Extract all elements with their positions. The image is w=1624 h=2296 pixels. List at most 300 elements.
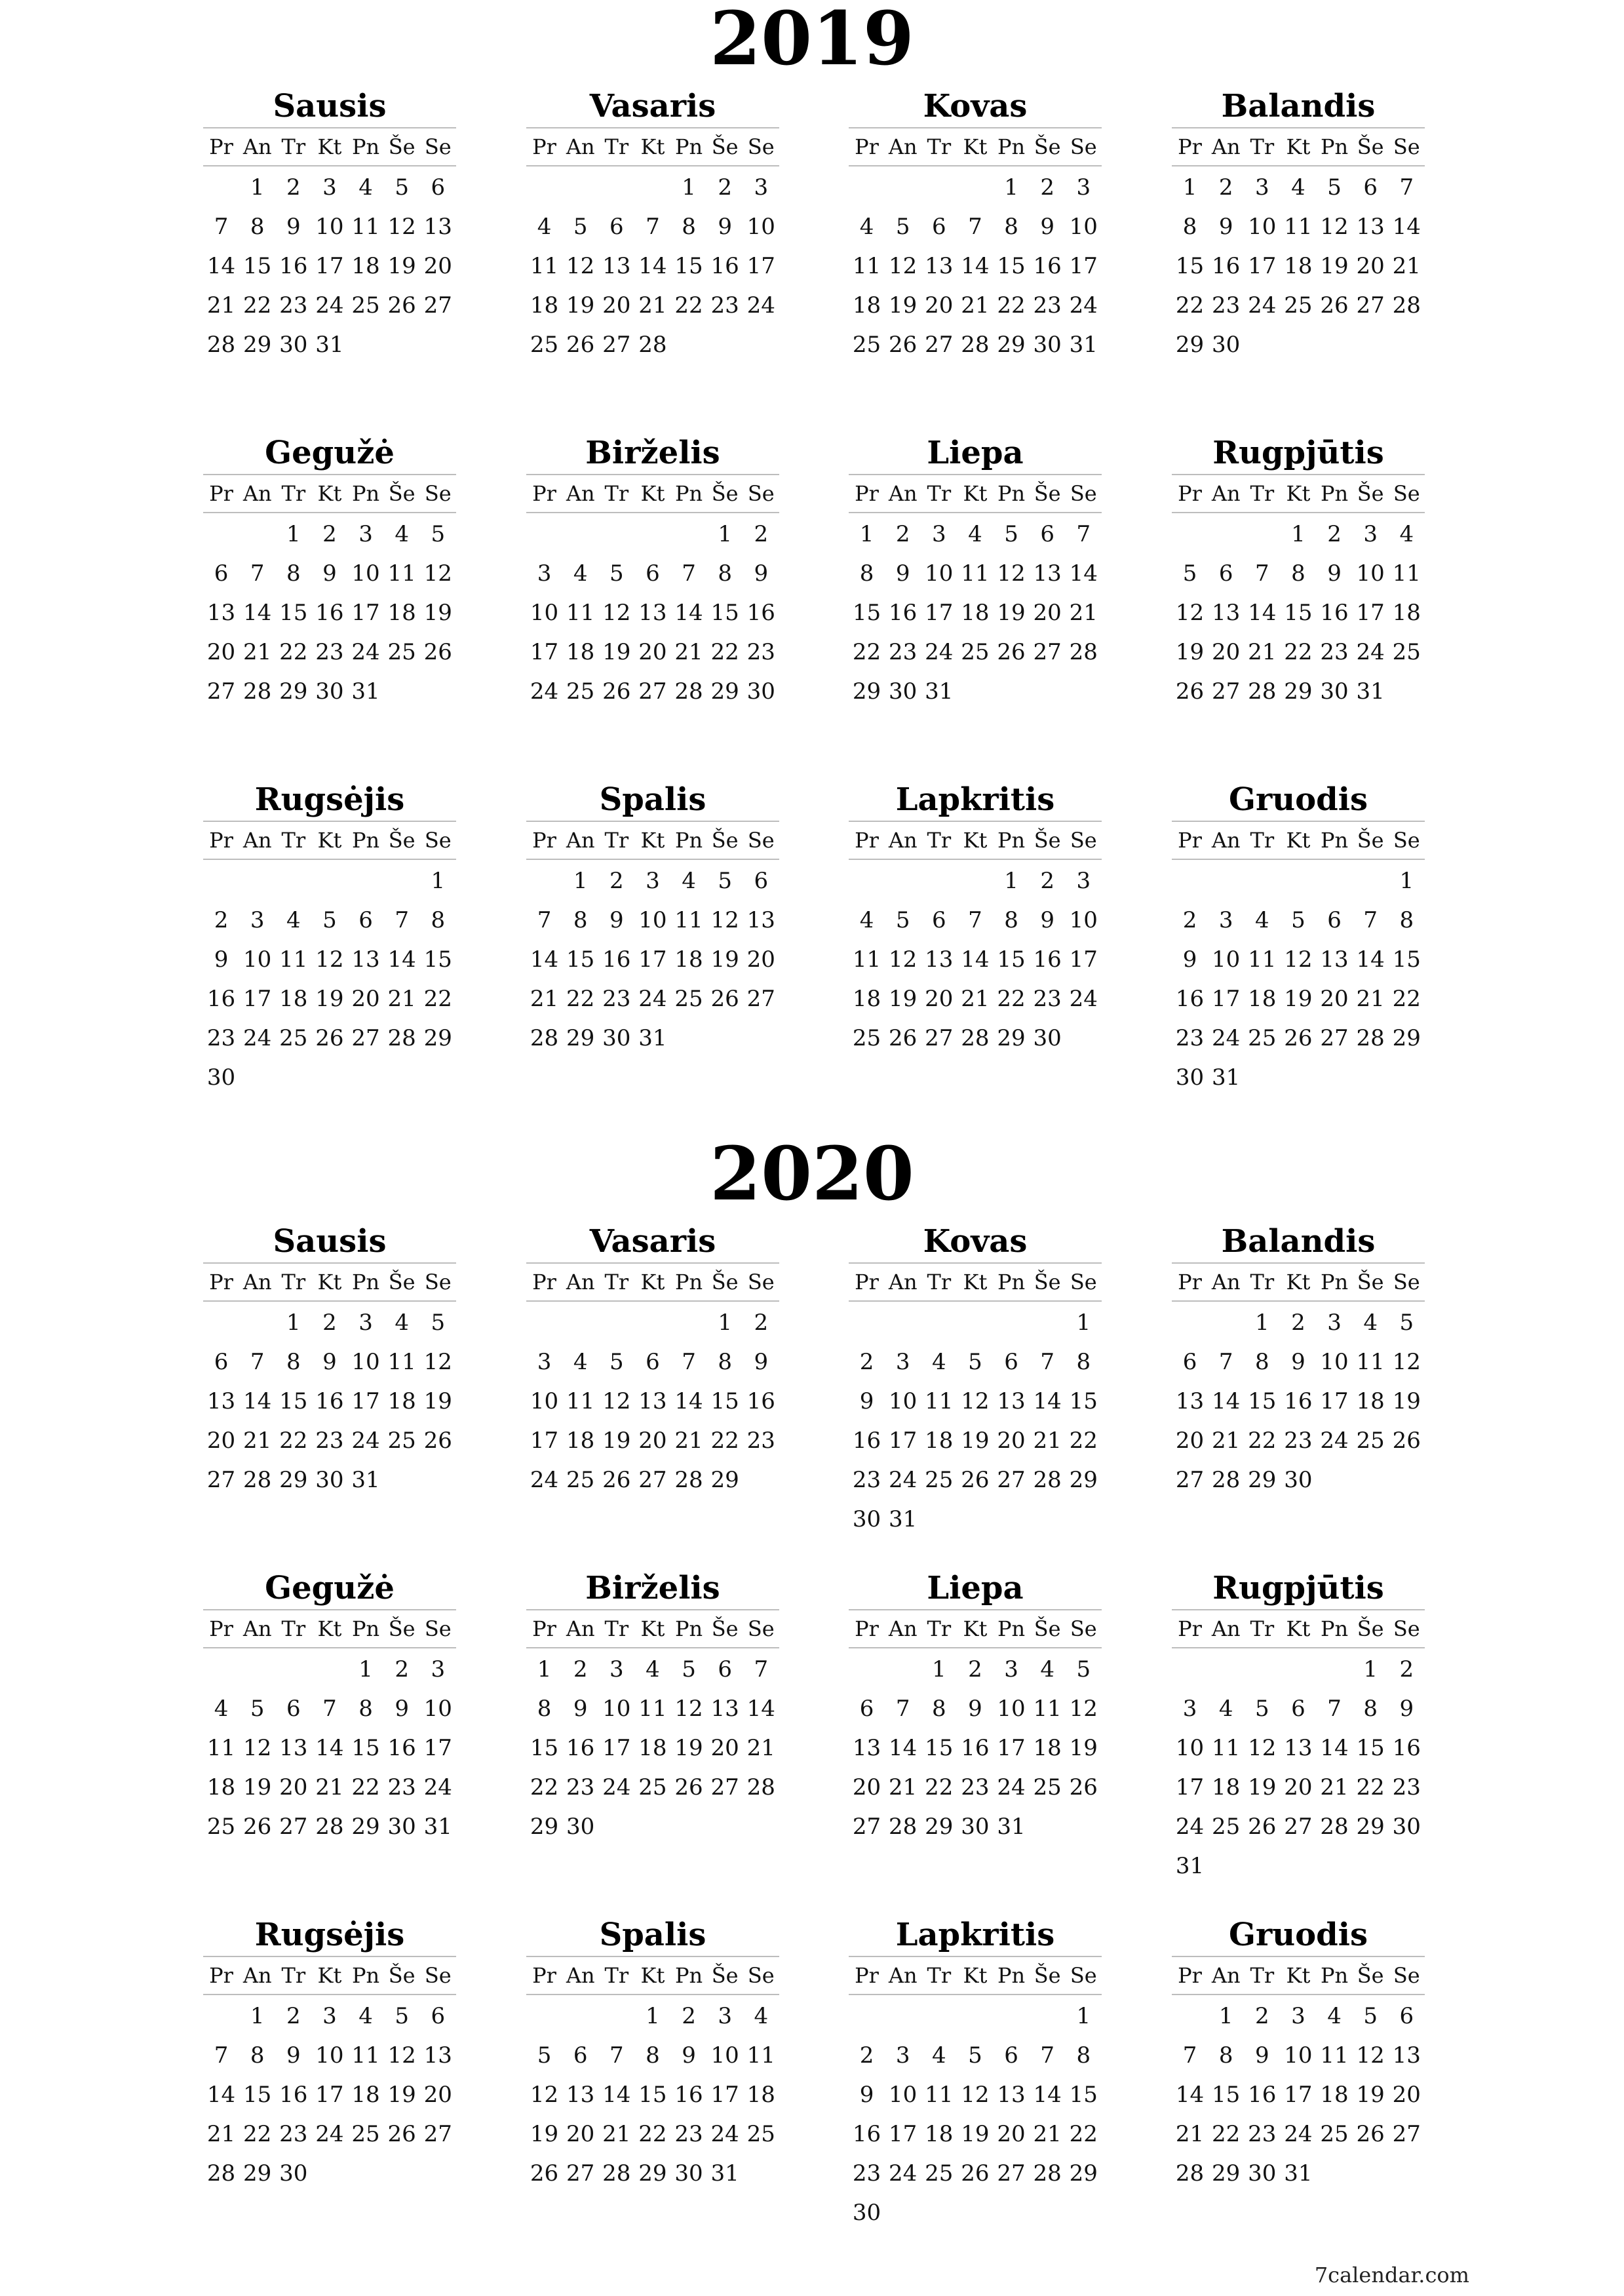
weekday-label: Se (747, 1963, 775, 1988)
day-cell: 29 (530, 1814, 559, 1840)
day-cell: 23 (315, 1428, 344, 1454)
day-cell: 8 (1182, 214, 1197, 240)
empty-cell (203, 168, 239, 207)
day-cell: 6 (214, 1349, 229, 1375)
day-cell: 1 (573, 868, 588, 894)
day-cell: 2 (718, 174, 732, 201)
empty-cell (311, 1650, 347, 1689)
day-cell: 23 (279, 292, 308, 319)
day-cell: 27 (1356, 292, 1385, 319)
day-cell: 22 (674, 292, 703, 319)
day-cell: 30 (1175, 1064, 1205, 1091)
day-cell: 14 (243, 1388, 272, 1414)
day-cell: 30 (1212, 332, 1241, 358)
day-cell: 31 (1212, 1064, 1241, 1091)
day-cell: 16 (1033, 253, 1062, 279)
day-cell: 20 (1356, 253, 1385, 279)
day-cell: 11 (852, 253, 881, 279)
day-cell: 19 (889, 292, 918, 319)
weekday-header (849, 128, 1102, 166)
day-cell: 5 (968, 1349, 982, 1375)
weekday-label: Kt (963, 1963, 988, 1988)
day-cell: 1 (1363, 1656, 1378, 1683)
day-cell: 25 (530, 332, 559, 358)
day-cell: 12 (889, 946, 918, 973)
day-cell: 19 (1248, 1774, 1277, 1800)
month-name: Rugsėjis (203, 779, 456, 822)
day-cell: 24 (315, 2121, 344, 2147)
day-cell: 12 (1248, 1735, 1277, 1761)
day-cell: 15 (351, 1735, 380, 1761)
day-cell: 2 (1399, 1656, 1414, 1683)
day-cell: 18 (1248, 986, 1277, 1012)
day-cell: 27 (1212, 678, 1241, 705)
empty-cell (671, 515, 707, 554)
day-cell: 24 (710, 2121, 739, 2147)
weekday-label: Pn (674, 828, 703, 853)
day-cell: 13 (710, 1696, 739, 1722)
day-cell: 2 (754, 1310, 769, 1336)
day-cell: 30 (852, 2200, 881, 2226)
day-cell: 7 (1182, 2042, 1197, 2069)
day-cell: 11 (961, 560, 990, 587)
day-cell: 16 (1392, 1735, 1421, 1761)
month-name: Spalis (526, 1914, 779, 1957)
day-cell: 24 (1069, 292, 1098, 319)
weekday-label: Še (711, 1616, 739, 1641)
day-cell: 23 (602, 986, 631, 1012)
empty-cell (598, 1303, 634, 1342)
day-cell: 21 (1175, 2121, 1205, 2147)
day-cell: 19 (1392, 1388, 1421, 1414)
day-cell: 26 (423, 639, 452, 665)
day-cell: 5 (395, 2003, 409, 2029)
day-cell: 4 (968, 521, 982, 547)
day-cell: 20 (1392, 2082, 1421, 2108)
day-cell: 29 (1175, 332, 1205, 358)
weekday-label: Kt (317, 134, 342, 159)
day-cell: 12 (566, 253, 595, 279)
day-cell: 1 (431, 868, 446, 894)
day-grid (849, 1650, 1102, 1846)
month-2019-2 (526, 85, 779, 393)
day-cell: 25 (1320, 2121, 1349, 2147)
day-cell: 20 (1175, 1428, 1205, 1454)
day-cell: 24 (746, 292, 775, 319)
day-cell: 7 (537, 907, 552, 933)
day-grid (849, 515, 1102, 711)
weekday-label: Se (424, 828, 452, 853)
day-cell: 30 (1248, 2160, 1277, 2187)
day-cell: 25 (1033, 1774, 1062, 1800)
day-cell: 11 (1392, 560, 1421, 587)
day-cell: 26 (315, 1025, 344, 1051)
day-cell: 6 (1004, 1349, 1018, 1375)
month-name: Balandis (1172, 85, 1425, 128)
day-grid (203, 1650, 456, 1846)
weekday-label: Tr (927, 1270, 952, 1294)
day-cell: 8 (286, 560, 301, 587)
weekday-label: Kt (1286, 828, 1311, 853)
day-cell: 27 (638, 1467, 667, 1493)
day-cell: 5 (1004, 521, 1018, 547)
day-cell: 1 (250, 174, 265, 201)
weekday-label: Kt (640, 1270, 665, 1294)
day-cell: 28 (387, 1025, 416, 1051)
day-cell: 14 (1392, 214, 1421, 240)
month-2019-4 (1172, 85, 1425, 393)
weekday-label: Pn (674, 1616, 703, 1641)
weekday-label: Kt (317, 1616, 342, 1641)
day-cell: 12 (602, 600, 631, 626)
month-name: Lapkritis (849, 779, 1102, 822)
empty-cell (885, 1303, 921, 1342)
day-cell: 21 (638, 292, 667, 319)
weekday-label: Tr (604, 828, 629, 853)
empty-cell (562, 1996, 598, 2036)
day-cell: 29 (243, 2160, 272, 2187)
empty-cell (203, 1650, 239, 1689)
day-cell: 13 (1212, 600, 1241, 626)
day-cell: 19 (423, 600, 452, 626)
day-cell: 3 (609, 1656, 624, 1683)
day-grid (203, 861, 456, 1097)
day-cell: 30 (387, 1814, 416, 1840)
day-cell: 31 (889, 1506, 918, 1532)
empty-cell (203, 861, 239, 901)
day-cell: 1 (1004, 174, 1018, 201)
day-grid (526, 168, 779, 364)
weekday-label: Še (1357, 481, 1384, 506)
day-cell: 18 (852, 986, 881, 1012)
empty-cell (1280, 861, 1316, 901)
day-cell: 13 (638, 600, 667, 626)
day-cell: 17 (889, 2121, 918, 2147)
day-cell: 28 (1248, 678, 1277, 705)
day-cell: 4 (1363, 1310, 1378, 1336)
day-cell: 9 (286, 2042, 301, 2069)
day-cell: 15 (1392, 946, 1421, 973)
day-cell: 26 (961, 1467, 990, 1493)
weekday-label: Pr (855, 1270, 879, 1294)
weekday-label: Pr (209, 1270, 233, 1294)
weekday-label: Se (424, 1963, 452, 1988)
day-cell: 1 (537, 1656, 552, 1683)
day-cell: 15 (674, 253, 703, 279)
day-cell: 14 (1033, 1388, 1062, 1414)
weekday-label: Pn (351, 481, 380, 506)
day-cell: 16 (746, 1388, 775, 1414)
day-cell: 18 (387, 600, 416, 626)
day-cell: 15 (1248, 1388, 1277, 1414)
day-cell: 27 (279, 1814, 308, 1840)
weekday-label: Pr (1178, 481, 1202, 506)
weekday-label: Pn (997, 828, 1026, 853)
day-cell: 10 (710, 2042, 739, 2069)
day-cell: 10 (1212, 946, 1241, 973)
weekday-label: Kt (317, 1963, 342, 1988)
day-cell: 31 (638, 1025, 667, 1051)
weekday-label: Pn (351, 828, 380, 853)
day-cell: 21 (206, 2121, 236, 2147)
day-cell: 7 (250, 560, 265, 587)
day-cell: 3 (1076, 174, 1091, 201)
day-cell: 3 (895, 1349, 910, 1375)
day-cell: 23 (279, 2121, 308, 2147)
month-name: Kovas (849, 1220, 1102, 1264)
day-cell: 19 (1175, 639, 1205, 665)
day-cell: 11 (925, 2082, 954, 2108)
weekday-label: Še (1034, 1616, 1061, 1641)
day-cell: 6 (754, 868, 769, 894)
day-cell: 4 (358, 174, 373, 201)
day-cell: 3 (1076, 868, 1091, 894)
day-cell: 20 (852, 1774, 881, 1800)
day-cell: 17 (997, 1735, 1026, 1761)
empty-cell (1030, 1996, 1066, 2036)
weekday-label: Kt (640, 828, 665, 853)
day-cell: 4 (214, 1696, 229, 1722)
day-cell: 18 (530, 292, 559, 319)
day-cell: 22 (1356, 1774, 1385, 1800)
day-grid (849, 1303, 1102, 1539)
day-cell: 30 (279, 2160, 308, 2187)
month-2020-10 (526, 1914, 779, 2222)
day-cell: 23 (961, 1774, 990, 1800)
day-cell: 30 (1320, 678, 1349, 705)
weekday-label: An (242, 1963, 272, 1988)
month-name: Kovas (849, 85, 1102, 128)
weekday-label: Se (1393, 481, 1420, 506)
empty-cell (849, 1303, 885, 1342)
day-cell: 10 (889, 1388, 918, 1414)
weekday-label: An (888, 134, 918, 159)
day-cell: 22 (351, 1774, 380, 1800)
empty-cell (1280, 1650, 1316, 1689)
day-cell: 25 (674, 986, 703, 1012)
day-cell: 2 (214, 907, 229, 933)
month-name: Rugsėjis (203, 1914, 456, 1957)
weekday-label: Se (1393, 1963, 1420, 1988)
day-cell: 18 (1284, 253, 1313, 279)
day-cell: 27 (602, 332, 631, 358)
day-cell: 30 (315, 678, 344, 705)
day-cell: 27 (997, 2160, 1026, 2187)
day-cell: 20 (638, 639, 667, 665)
day-cell: 27 (1320, 1025, 1349, 1051)
day-cell: 28 (1033, 2160, 1062, 2187)
day-cell: 13 (351, 946, 380, 973)
day-cell: 18 (746, 2082, 775, 2108)
month-2020-1 (203, 1220, 456, 1528)
day-cell: 24 (997, 1774, 1026, 1800)
day-cell: 13 (566, 2082, 595, 2108)
day-cell: 18 (1356, 1388, 1385, 1414)
day-cell: 10 (925, 560, 954, 587)
day-cell: 1 (1076, 2003, 1091, 2029)
day-cell: 26 (566, 332, 595, 358)
day-cell: 7 (1040, 2042, 1054, 2069)
day-cell: 17 (1175, 1774, 1205, 1800)
weekday-header (849, 475, 1102, 513)
day-cell: 3 (1327, 1310, 1342, 1336)
day-cell: 5 (718, 868, 732, 894)
weekday-label: Še (388, 1963, 416, 1988)
day-cell: 18 (206, 1774, 236, 1800)
weekday-header (526, 128, 779, 166)
empty-cell (203, 1303, 239, 1342)
month-2020-9 (203, 1914, 456, 2222)
month-name: Sausis (203, 1220, 456, 1264)
day-cell: 17 (1356, 600, 1385, 626)
weekday-label: Tr (281, 134, 306, 159)
day-cell: 6 (431, 2003, 446, 2029)
day-cell: 16 (1248, 2082, 1277, 2108)
day-grid (1172, 168, 1425, 364)
day-cell: 17 (315, 2082, 344, 2108)
weekday-label: Še (1034, 828, 1061, 853)
day-cell: 25 (387, 1428, 416, 1454)
day-cell: 4 (1399, 521, 1414, 547)
day-cell: 24 (638, 986, 667, 1012)
day-cell: 28 (1356, 1025, 1385, 1051)
day-cell: 12 (1392, 1349, 1421, 1375)
weekday-label: Kt (963, 1616, 988, 1641)
empty-cell (634, 515, 670, 554)
weekday-label: Pr (209, 481, 233, 506)
weekday-label: Še (1034, 134, 1061, 159)
weekday-label: Še (711, 134, 739, 159)
weekday-label: Se (424, 134, 452, 159)
day-cell: 24 (351, 639, 380, 665)
empty-cell (1317, 1650, 1353, 1689)
empty-cell (1030, 1303, 1066, 1342)
day-cell: 28 (746, 1774, 775, 1800)
day-cell: 8 (286, 1349, 301, 1375)
day-cell: 5 (1327, 174, 1342, 201)
day-cell: 17 (710, 2082, 739, 2108)
empty-cell (849, 1996, 885, 2036)
day-grid (526, 1650, 779, 1846)
empty-cell (239, 1650, 275, 1689)
day-cell: 12 (674, 1696, 703, 1722)
day-cell: 8 (931, 1696, 946, 1722)
weekday-label: An (242, 1270, 272, 1294)
weekday-label: Pr (855, 1616, 879, 1641)
day-cell: 14 (674, 1388, 703, 1414)
day-cell: 24 (315, 292, 344, 319)
weekday-header (1172, 128, 1425, 166)
day-cell: 3 (1218, 907, 1233, 933)
day-cell: 29 (566, 1025, 595, 1051)
day-cell: 2 (895, 521, 910, 547)
weekday-label: An (1211, 481, 1241, 506)
weekday-label: Tr (927, 828, 952, 853)
day-cell: 17 (243, 986, 272, 1012)
day-cell: 9 (754, 560, 769, 587)
day-cell: 13 (1284, 1735, 1313, 1761)
day-cell: 10 (315, 214, 344, 240)
day-cell: 24 (889, 2160, 918, 2187)
weekday-label: An (1211, 1963, 1241, 1988)
day-cell: 27 (1392, 2121, 1421, 2147)
day-cell: 4 (573, 560, 588, 587)
empty-cell (921, 168, 957, 207)
day-cell: 17 (746, 253, 775, 279)
day-cell: 19 (530, 2121, 559, 2147)
day-cell: 3 (646, 868, 660, 894)
empty-cell (1172, 861, 1208, 901)
day-cell: 5 (1076, 1656, 1091, 1683)
empty-cell (275, 861, 311, 901)
day-cell: 16 (889, 600, 918, 626)
weekday-label: Kt (963, 1270, 988, 1294)
day-cell: 12 (387, 214, 416, 240)
empty-cell (562, 168, 598, 207)
day-cell: 29 (925, 1814, 954, 1840)
empty-cell (1244, 861, 1280, 901)
month-2020-11 (849, 1914, 1102, 2226)
day-cell: 20 (746, 946, 775, 973)
month-name: Rugpjūtis (1172, 432, 1425, 475)
day-cell: 24 (1248, 292, 1277, 319)
day-cell: 6 (1040, 521, 1054, 547)
weekday-label: Tr (604, 1270, 629, 1294)
day-cell: 28 (674, 678, 703, 705)
day-cell: 12 (961, 2082, 990, 2108)
day-cell: 21 (243, 639, 272, 665)
day-grid (1172, 861, 1425, 1097)
day-cell: 24 (1284, 2121, 1313, 2147)
day-cell: 6 (646, 1349, 660, 1375)
empty-cell (921, 1303, 957, 1342)
weekday-header (1172, 822, 1425, 860)
weekday-header (526, 1957, 779, 1995)
day-cell: 27 (746, 986, 775, 1012)
day-cell: 25 (1284, 292, 1313, 319)
day-cell: 31 (1069, 332, 1098, 358)
weekday-header (1172, 1264, 1425, 1302)
day-cell: 13 (602, 253, 631, 279)
day-cell: 7 (1254, 560, 1269, 587)
weekday-label: Tr (604, 1616, 629, 1641)
day-cell: 9 (682, 2042, 696, 2069)
day-cell: 29 (1248, 1467, 1277, 1493)
empty-cell (598, 515, 634, 554)
month-2019-1 (203, 85, 456, 393)
weekday-label: An (242, 134, 272, 159)
day-cell: 28 (1069, 639, 1098, 665)
weekday-label: Kt (963, 481, 988, 506)
day-cell: 11 (206, 1735, 236, 1761)
weekday-label: Tr (604, 134, 629, 159)
day-cell: 21 (1033, 2121, 1062, 2147)
day-cell: 16 (1320, 600, 1349, 626)
empty-cell (1208, 1303, 1244, 1342)
day-cell: 2 (859, 2042, 874, 2069)
weekday-label: Tr (927, 1616, 952, 1641)
day-cell: 21 (746, 1735, 775, 1761)
day-cell: 30 (674, 2160, 703, 2187)
day-cell: 8 (358, 1696, 373, 1722)
day-cell: 22 (925, 1774, 954, 1800)
day-cell: 31 (710, 2160, 739, 2187)
day-cell: 4 (1291, 174, 1305, 201)
day-cell: 7 (322, 1696, 337, 1722)
empty-cell (526, 1303, 562, 1342)
day-cell: 12 (997, 560, 1026, 587)
day-cell: 2 (1254, 2003, 1269, 2029)
